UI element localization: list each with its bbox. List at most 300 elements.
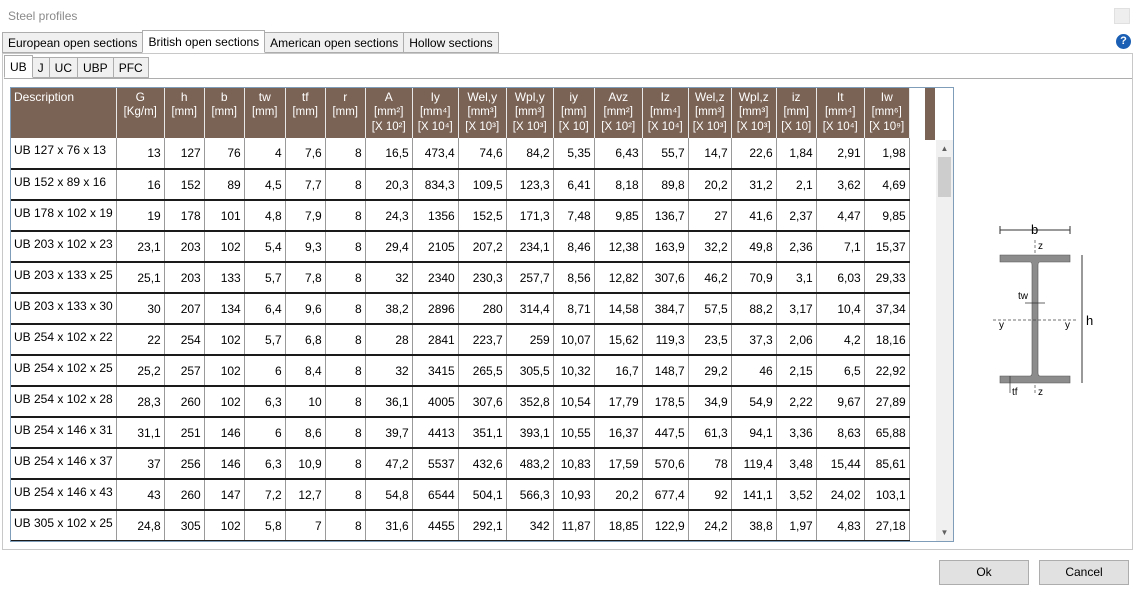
value-cell[interactable]: 260 xyxy=(164,479,204,510)
table-row[interactable] xyxy=(11,138,909,169)
value-cell[interactable]: 22,92 xyxy=(864,355,909,386)
profile-name-cell[interactable]: UB 203 x 133 x 30 xyxy=(11,293,116,324)
value-cell[interactable]: 1,98 xyxy=(864,138,909,169)
table-row[interactable] xyxy=(11,231,909,262)
value-cell[interactable]: 570,6 xyxy=(642,448,688,479)
table-row[interactable] xyxy=(11,293,909,324)
value-cell[interactable]: 54,9 xyxy=(731,386,776,417)
value-cell[interactable]: 88,2 xyxy=(731,293,776,324)
value-cell[interactable]: 307,6 xyxy=(642,262,688,293)
value-cell[interactable]: 10,9 xyxy=(285,448,325,479)
value-cell[interactable]: 24,2 xyxy=(688,510,731,541)
value-cell[interactable]: 37 xyxy=(116,448,164,479)
tab-european-open-sections[interactable]: European open sections xyxy=(2,32,143,53)
vertical-scrollbar[interactable] xyxy=(936,140,953,541)
value-cell[interactable]: 5,7 xyxy=(244,324,285,355)
value-cell[interactable]: 10,32 xyxy=(553,355,594,386)
value-cell[interactable]: 7,8 xyxy=(285,262,325,293)
value-cell[interactable]: 207 xyxy=(164,293,204,324)
value-cell[interactable]: 13 xyxy=(116,138,164,169)
value-cell[interactable]: 4413 xyxy=(412,417,458,448)
tab-hollow-sections[interactable]: Hollow sections xyxy=(403,32,498,53)
value-cell[interactable]: 61,3 xyxy=(688,417,731,448)
column-header-4[interactable] xyxy=(244,88,285,138)
value-cell[interactable]: 46,2 xyxy=(688,262,731,293)
value-cell[interactable]: 12,7 xyxy=(285,479,325,510)
value-cell[interactable]: 1,84 xyxy=(776,138,816,169)
value-cell[interactable]: 8 xyxy=(325,231,365,262)
value-cell[interactable]: 31,2 xyxy=(731,169,776,200)
value-cell[interactable]: 74,6 xyxy=(458,138,506,169)
value-cell[interactable]: 4,47 xyxy=(816,200,864,231)
value-cell[interactable]: 136,7 xyxy=(642,200,688,231)
value-cell[interactable]: 8 xyxy=(325,417,365,448)
value-cell[interactable]: 28,3 xyxy=(116,386,164,417)
tab-american-open-sections[interactable]: American open sections xyxy=(264,32,404,53)
profile-name-cell[interactable]: UB 254 x 102 x 25 xyxy=(11,355,116,386)
value-cell[interactable]: 677,4 xyxy=(642,479,688,510)
cancel-button[interactable]: Cancel xyxy=(1039,560,1129,585)
column-unit1: [mm⁴] xyxy=(419,106,451,118)
value-cell[interactable]: 473,4 xyxy=(412,138,458,169)
value-cell[interactable]: 3,52 xyxy=(776,479,816,510)
value-cell[interactable]: 18,85 xyxy=(594,510,642,541)
value-cell[interactable]: 352,8 xyxy=(506,386,553,417)
value-cell[interactable]: 5537 xyxy=(412,448,458,479)
value-cell[interactable]: 29,4 xyxy=(365,231,412,262)
value-cell[interactable]: 393,1 xyxy=(506,417,553,448)
column-header-17[interactable] xyxy=(816,88,864,138)
ok-button[interactable]: Ok xyxy=(939,560,1029,585)
value-cell[interactable]: 29,2 xyxy=(688,355,731,386)
value-cell[interactable]: 16,37 xyxy=(594,417,642,448)
profile-name-cell[interactable]: UB 178 x 102 x 19 xyxy=(11,200,116,231)
value-cell[interactable]: 101 xyxy=(204,200,244,231)
value-cell[interactable]: 3415 xyxy=(412,355,458,386)
value-cell[interactable]: 8 xyxy=(325,293,365,324)
value-cell[interactable]: 32,2 xyxy=(688,231,731,262)
value-cell[interactable]: 152 xyxy=(164,169,204,200)
value-cell[interactable]: 305,5 xyxy=(506,355,553,386)
value-cell[interactable]: 3,62 xyxy=(816,169,864,200)
value-cell[interactable]: 8,63 xyxy=(816,417,864,448)
profile-name-cell[interactable]: UB 152 x 89 x 16 xyxy=(11,169,116,200)
value-cell[interactable]: 6,41 xyxy=(553,169,594,200)
value-cell[interactable]: 4,2 xyxy=(816,324,864,355)
value-cell[interactable]: 8,6 xyxy=(285,417,325,448)
value-cell[interactable]: 8 xyxy=(325,324,365,355)
value-cell[interactable]: 38,2 xyxy=(365,293,412,324)
value-cell[interactable]: 4,5 xyxy=(244,169,285,200)
profile-name-cell[interactable]: UB 254 x 146 x 43 xyxy=(11,479,116,510)
value-cell[interactable]: 102 xyxy=(204,510,244,541)
value-cell[interactable]: 38,8 xyxy=(731,510,776,541)
value-cell[interactable]: 7 xyxy=(285,510,325,541)
value-cell[interactable]: 254 xyxy=(164,324,204,355)
value-cell[interactable]: 251 xyxy=(164,417,204,448)
value-cell[interactable]: 2,36 xyxy=(776,231,816,262)
value-cell[interactable]: 10,07 xyxy=(553,324,594,355)
value-cell[interactable]: 141,1 xyxy=(731,479,776,510)
value-cell[interactable]: 2896 xyxy=(412,293,458,324)
value-cell[interactable]: 76 xyxy=(204,138,244,169)
value-cell[interactable]: 6,3 xyxy=(244,448,285,479)
value-cell[interactable]: 152,5 xyxy=(458,200,506,231)
value-cell[interactable]: 2,1 xyxy=(776,169,816,200)
value-cell[interactable]: 46 xyxy=(731,355,776,386)
value-cell[interactable]: 78 xyxy=(688,448,731,479)
value-cell[interactable]: 133 xyxy=(204,262,244,293)
value-cell[interactable]: 43 xyxy=(116,479,164,510)
value-cell[interactable]: 257 xyxy=(164,355,204,386)
value-cell[interactable]: 14,58 xyxy=(594,293,642,324)
value-cell[interactable]: 2340 xyxy=(412,262,458,293)
value-cell[interactable]: 4005 xyxy=(412,386,458,417)
value-cell[interactable]: 6,8 xyxy=(285,324,325,355)
value-cell[interactable]: 18,16 xyxy=(864,324,909,355)
value-cell[interactable]: 28 xyxy=(365,324,412,355)
value-cell[interactable]: 9,85 xyxy=(864,200,909,231)
value-cell[interactable]: 103,1 xyxy=(864,479,909,510)
value-cell[interactable]: 178 xyxy=(164,200,204,231)
column-header-16[interactable] xyxy=(776,88,816,138)
column-header-13[interactable] xyxy=(642,88,688,138)
value-cell[interactable]: 22,6 xyxy=(731,138,776,169)
value-cell[interactable]: 10,54 xyxy=(553,386,594,417)
value-cell[interactable]: 25,1 xyxy=(116,262,164,293)
value-cell[interactable]: 8 xyxy=(325,138,365,169)
value-cell[interactable]: 6,4 xyxy=(244,293,285,324)
value-cell[interactable]: 17,79 xyxy=(594,386,642,417)
tab-british-open-sections[interactable]: British open sections xyxy=(142,30,265,53)
value-cell[interactable]: 6,43 xyxy=(594,138,642,169)
value-cell[interactable]: 2841 xyxy=(412,324,458,355)
value-cell[interactable]: 3,17 xyxy=(776,293,816,324)
value-cell[interactable]: 8 xyxy=(325,355,365,386)
value-cell[interactable]: 15,37 xyxy=(864,231,909,262)
value-cell[interactable]: 1,97 xyxy=(776,510,816,541)
table-row[interactable] xyxy=(11,510,909,541)
value-cell[interactable]: 260 xyxy=(164,386,204,417)
value-cell[interactable]: 16,5 xyxy=(365,138,412,169)
value-cell[interactable]: 85,61 xyxy=(864,448,909,479)
value-cell[interactable]: 15,44 xyxy=(816,448,864,479)
profile-name-cell[interactable]: UB 203 x 133 x 25 xyxy=(11,262,116,293)
value-cell[interactable]: 171,3 xyxy=(506,200,553,231)
value-cell[interactable]: 127 xyxy=(164,138,204,169)
value-cell[interactable]: 8,56 xyxy=(553,262,594,293)
value-cell[interactable]: 6 xyxy=(244,417,285,448)
value-cell[interactable]: 5,4 xyxy=(244,231,285,262)
value-cell[interactable]: 134 xyxy=(204,293,244,324)
value-cell[interactable]: 2,91 xyxy=(816,138,864,169)
value-cell[interactable]: 342 xyxy=(506,510,553,541)
value-cell[interactable]: 163,9 xyxy=(642,231,688,262)
value-cell[interactable]: 30 xyxy=(116,293,164,324)
value-cell[interactable]: 49,8 xyxy=(731,231,776,262)
value-cell[interactable]: 10,55 xyxy=(553,417,594,448)
value-cell[interactable]: 123,3 xyxy=(506,169,553,200)
value-cell[interactable]: 10,83 xyxy=(553,448,594,479)
table-row[interactable] xyxy=(11,386,909,417)
value-cell[interactable]: 89 xyxy=(204,169,244,200)
profile-name-cell[interactable]: UB 254 x 146 x 37 xyxy=(11,448,116,479)
value-cell[interactable]: 8,4 xyxy=(285,355,325,386)
value-cell[interactable]: 23,1 xyxy=(116,231,164,262)
value-cell[interactable]: 92 xyxy=(688,479,731,510)
column-header-18[interactable] xyxy=(864,88,909,138)
scroll-thumb[interactable] xyxy=(938,157,951,197)
column-unit1: [mm⁶] xyxy=(871,106,902,118)
value-cell[interactable]: 24,3 xyxy=(365,200,412,231)
column-header-5[interactable] xyxy=(285,88,325,138)
column-header-14[interactable] xyxy=(688,88,731,138)
value-cell[interactable]: 234,1 xyxy=(506,231,553,262)
value-cell[interactable]: 12,82 xyxy=(594,262,642,293)
table-row[interactable] xyxy=(11,417,909,448)
value-cell[interactable]: 12,38 xyxy=(594,231,642,262)
value-cell[interactable]: 19 xyxy=(116,200,164,231)
profile-name-cell[interactable]: UB 203 x 102 x 23 xyxy=(11,231,116,262)
value-cell[interactable]: 834,3 xyxy=(412,169,458,200)
value-cell[interactable]: 203 xyxy=(164,262,204,293)
value-cell[interactable]: 31,1 xyxy=(116,417,164,448)
value-cell[interactable]: 4,69 xyxy=(864,169,909,200)
column-header-7[interactable] xyxy=(365,88,412,138)
value-cell[interactable]: 102 xyxy=(204,324,244,355)
value-cell[interactable]: 8,71 xyxy=(553,293,594,324)
value-cell[interactable]: 36,1 xyxy=(365,386,412,417)
column-header-1[interactable] xyxy=(116,88,164,138)
value-cell[interactable]: 7,48 xyxy=(553,200,594,231)
value-cell[interactable]: 8 xyxy=(325,386,365,417)
column-header-9[interactable] xyxy=(458,88,506,138)
profile-name-cell[interactable]: UB 305 x 102 x 25 xyxy=(11,510,116,541)
value-cell[interactable]: 2,06 xyxy=(776,324,816,355)
value-cell[interactable]: 94,1 xyxy=(731,417,776,448)
value-cell[interactable]: 24,02 xyxy=(816,479,864,510)
value-cell[interactable]: 307,6 xyxy=(458,386,506,417)
value-cell[interactable]: 39,7 xyxy=(365,417,412,448)
value-cell[interactable]: 292,1 xyxy=(458,510,506,541)
value-cell[interactable]: 4 xyxy=(244,138,285,169)
help-icon[interactable]: ? xyxy=(1116,34,1131,49)
value-cell[interactable]: 27 xyxy=(688,200,731,231)
value-cell[interactable]: 432,6 xyxy=(458,448,506,479)
value-cell[interactable]: 259 xyxy=(506,324,553,355)
value-cell[interactable]: 65,88 xyxy=(864,417,909,448)
value-cell[interactable]: 4,83 xyxy=(816,510,864,541)
value-cell[interactable]: 483,2 xyxy=(506,448,553,479)
value-cell[interactable]: 223,7 xyxy=(458,324,506,355)
value-cell[interactable]: 6544 xyxy=(412,479,458,510)
profile-name-cell[interactable]: UB 254 x 102 x 22 xyxy=(11,324,116,355)
value-cell[interactable]: 8 xyxy=(325,169,365,200)
value-cell[interactable]: 2,15 xyxy=(776,355,816,386)
value-cell[interactable]: 265,5 xyxy=(458,355,506,386)
value-cell[interactable]: 351,1 xyxy=(458,417,506,448)
value-cell[interactable]: 70,9 xyxy=(731,262,776,293)
value-cell[interactable]: 27,89 xyxy=(864,386,909,417)
column-header-10[interactable] xyxy=(506,88,553,138)
subtab-j[interactable]: J xyxy=(32,57,50,78)
table-row[interactable] xyxy=(11,324,909,355)
value-cell[interactable]: 14,7 xyxy=(688,138,731,169)
value-cell[interactable]: 7,2 xyxy=(244,479,285,510)
value-cell[interactable]: 146 xyxy=(204,448,244,479)
value-cell[interactable]: 8,18 xyxy=(594,169,642,200)
value-cell[interactable]: 7,9 xyxy=(285,200,325,231)
value-cell[interactable]: 178,5 xyxy=(642,386,688,417)
value-cell[interactable]: 11,87 xyxy=(553,510,594,541)
value-cell[interactable]: 4,8 xyxy=(244,200,285,231)
value-cell[interactable]: 6,3 xyxy=(244,386,285,417)
value-cell[interactable]: 23,5 xyxy=(688,324,731,355)
value-cell[interactable]: 8 xyxy=(325,448,365,479)
value-cell[interactable]: 7,1 xyxy=(816,231,864,262)
value-cell[interactable]: 6 xyxy=(244,355,285,386)
value-cell[interactable]: 8 xyxy=(325,262,365,293)
value-cell[interactable]: 8 xyxy=(325,200,365,231)
value-cell[interactable]: 54,8 xyxy=(365,479,412,510)
value-cell[interactable]: 29,33 xyxy=(864,262,909,293)
column-header-8[interactable] xyxy=(412,88,458,138)
value-cell[interactable]: 20,2 xyxy=(688,169,731,200)
value-cell[interactable]: 4455 xyxy=(412,510,458,541)
close-icon[interactable] xyxy=(1114,8,1130,24)
column-header-6[interactable] xyxy=(325,88,365,138)
value-cell[interactable]: 146 xyxy=(204,417,244,448)
value-cell[interactable]: 8 xyxy=(325,479,365,510)
value-cell[interactable]: 3,36 xyxy=(776,417,816,448)
value-cell[interactable]: 22 xyxy=(116,324,164,355)
column-header-11[interactable] xyxy=(553,88,594,138)
profile-name-cell[interactable]: UB 254 x 102 x 28 xyxy=(11,386,116,417)
value-cell[interactable]: 55,7 xyxy=(642,138,688,169)
value-cell[interactable]: 8 xyxy=(325,510,365,541)
value-cell[interactable]: 566,3 xyxy=(506,479,553,510)
scroll-up-icon[interactable]: ▲ xyxy=(940,144,949,153)
subtab-uc[interactable]: UC xyxy=(49,57,78,78)
value-cell[interactable]: 147 xyxy=(204,479,244,510)
value-cell[interactable]: 25,2 xyxy=(116,355,164,386)
value-cell[interactable]: 8,46 xyxy=(553,231,594,262)
value-cell[interactable]: 2,22 xyxy=(776,386,816,417)
value-cell[interactable]: 10,93 xyxy=(553,479,594,510)
value-cell[interactable]: 31,6 xyxy=(365,510,412,541)
profile-name-cell[interactable]: UB 127 x 76 x 13 xyxy=(11,138,116,169)
value-cell[interactable]: 37,3 xyxy=(731,324,776,355)
value-cell[interactable]: 314,4 xyxy=(506,293,553,324)
value-cell[interactable]: 1356 xyxy=(412,200,458,231)
table-row[interactable] xyxy=(11,479,909,510)
value-cell[interactable]: 3,48 xyxy=(776,448,816,479)
column-header-0[interactable] xyxy=(11,88,116,138)
profiles-grid[interactable] xyxy=(10,87,954,542)
value-cell[interactable]: 384,7 xyxy=(642,293,688,324)
value-cell[interactable]: 16,7 xyxy=(594,355,642,386)
value-cell[interactable]: 102 xyxy=(204,355,244,386)
value-cell[interactable]: 119,3 xyxy=(642,324,688,355)
column-header-12[interactable] xyxy=(594,88,642,138)
column-header-3[interactable] xyxy=(204,88,244,138)
value-cell[interactable]: 9,3 xyxy=(285,231,325,262)
subtab-pfc[interactable]: PFC xyxy=(113,57,149,78)
value-cell[interactable]: 203 xyxy=(164,231,204,262)
value-cell[interactable]: 3,1 xyxy=(776,262,816,293)
value-cell[interactable]: 280 xyxy=(458,293,506,324)
table-row[interactable] xyxy=(11,355,909,386)
value-cell[interactable]: 9,6 xyxy=(285,293,325,324)
subtab-ub[interactable]: UB xyxy=(4,55,33,78)
value-cell[interactable]: 37,34 xyxy=(864,293,909,324)
value-cell[interactable]: 7,7 xyxy=(285,169,325,200)
value-cell[interactable]: 2105 xyxy=(412,231,458,262)
value-cell[interactable]: 15,62 xyxy=(594,324,642,355)
value-cell[interactable]: 5,35 xyxy=(553,138,594,169)
value-cell[interactable]: 41,6 xyxy=(731,200,776,231)
value-cell[interactable]: 109,5 xyxy=(458,169,506,200)
table-row[interactable] xyxy=(11,200,909,231)
table-row[interactable] xyxy=(11,448,909,479)
value-cell[interactable]: 32 xyxy=(365,355,412,386)
value-cell[interactable]: 256 xyxy=(164,448,204,479)
value-cell[interactable]: 6,5 xyxy=(816,355,864,386)
table-row[interactable] xyxy=(11,169,909,200)
column-header-15[interactable] xyxy=(731,88,776,138)
value-cell[interactable]: 16 xyxy=(116,169,164,200)
value-cell[interactable]: 305 xyxy=(164,510,204,541)
value-cell[interactable]: 257,7 xyxy=(506,262,553,293)
value-cell[interactable]: 34,9 xyxy=(688,386,731,417)
value-cell[interactable]: 5,8 xyxy=(244,510,285,541)
column-unit1: [mm⁴] xyxy=(649,106,681,118)
value-cell[interactable]: 20,3 xyxy=(365,169,412,200)
subtab-ubp[interactable]: UBP xyxy=(77,57,114,78)
value-cell[interactable]: 122,9 xyxy=(642,510,688,541)
value-cell[interactable]: 6,03 xyxy=(816,262,864,293)
value-cell[interactable]: 447,5 xyxy=(642,417,688,448)
value-cell[interactable]: 57,5 xyxy=(688,293,731,324)
value-cell[interactable]: 47,2 xyxy=(365,448,412,479)
value-cell[interactable]: 10 xyxy=(285,386,325,417)
value-cell[interactable]: 102 xyxy=(204,386,244,417)
value-cell[interactable]: 24,8 xyxy=(116,510,164,541)
profile-name-cell[interactable]: UB 254 x 146 x 31 xyxy=(11,417,116,448)
value-cell[interactable]: 207,2 xyxy=(458,231,506,262)
value-cell[interactable]: 119,4 xyxy=(731,448,776,479)
value-cell[interactable]: 7,6 xyxy=(285,138,325,169)
scroll-down-icon[interactable]: ▼ xyxy=(940,528,949,537)
value-cell[interactable]: 9,85 xyxy=(594,200,642,231)
value-cell[interactable]: 148,7 xyxy=(642,355,688,386)
value-cell[interactable]: 504,1 xyxy=(458,479,506,510)
value-cell[interactable]: 10,4 xyxy=(816,293,864,324)
value-cell[interactable]: 230,3 xyxy=(458,262,506,293)
value-cell[interactable]: 84,2 xyxy=(506,138,553,169)
value-cell[interactable]: 17,59 xyxy=(594,448,642,479)
table-row[interactable] xyxy=(11,262,909,293)
value-cell[interactable]: 89,8 xyxy=(642,169,688,200)
value-cell[interactable]: 27,18 xyxy=(864,510,909,541)
value-cell[interactable]: 102 xyxy=(204,231,244,262)
value-cell[interactable]: 2,37 xyxy=(776,200,816,231)
value-cell[interactable]: 32 xyxy=(365,262,412,293)
column-header-2[interactable] xyxy=(164,88,204,138)
value-cell[interactable]: 5,7 xyxy=(244,262,285,293)
value-cell[interactable]: 20,2 xyxy=(594,479,642,510)
value-cell[interactable]: 9,67 xyxy=(816,386,864,417)
